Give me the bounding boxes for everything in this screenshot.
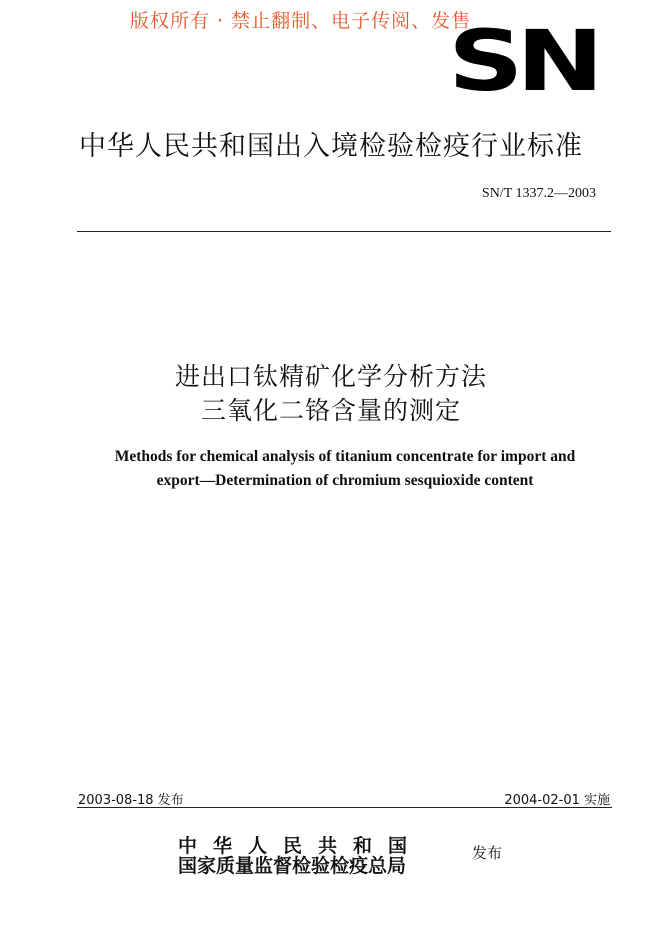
bottom-divider (77, 807, 612, 808)
title-zh-line2: 三氧化二铬含量的测定 (200, 396, 461, 425)
title-zh-line1: 进出口钛精矿化学分析方法 (174, 362, 487, 391)
standard-number: SN/T 1337.2—2003 (481, 186, 596, 201)
title-en-line1: Methods for chemical analysis of titanium concentrate for import and (114, 448, 576, 465)
title-en (70, 445, 620, 493)
issue-date: 2003-08-18 发布 (78, 793, 184, 808)
issuer-line1: 中华人民共和国 (178, 835, 424, 857)
title-en-line2: export—Determination of chromium sesquioxide content (156, 472, 534, 489)
copyright-watermark: 版权所有 · 禁止翻制、电子传阅、发售 (130, 10, 472, 32)
issuer-line2: 国家质量监督检验检疫总局 (178, 855, 407, 877)
sn-logo: SN (448, 12, 597, 110)
top-divider (77, 231, 611, 232)
publish-label: 发布 (472, 844, 503, 862)
issuing-authority-title: 中华人民共和国出入境检验检疫行业标准 (79, 131, 583, 162)
implementation-date: 2004-02-01 实施 (504, 793, 610, 808)
